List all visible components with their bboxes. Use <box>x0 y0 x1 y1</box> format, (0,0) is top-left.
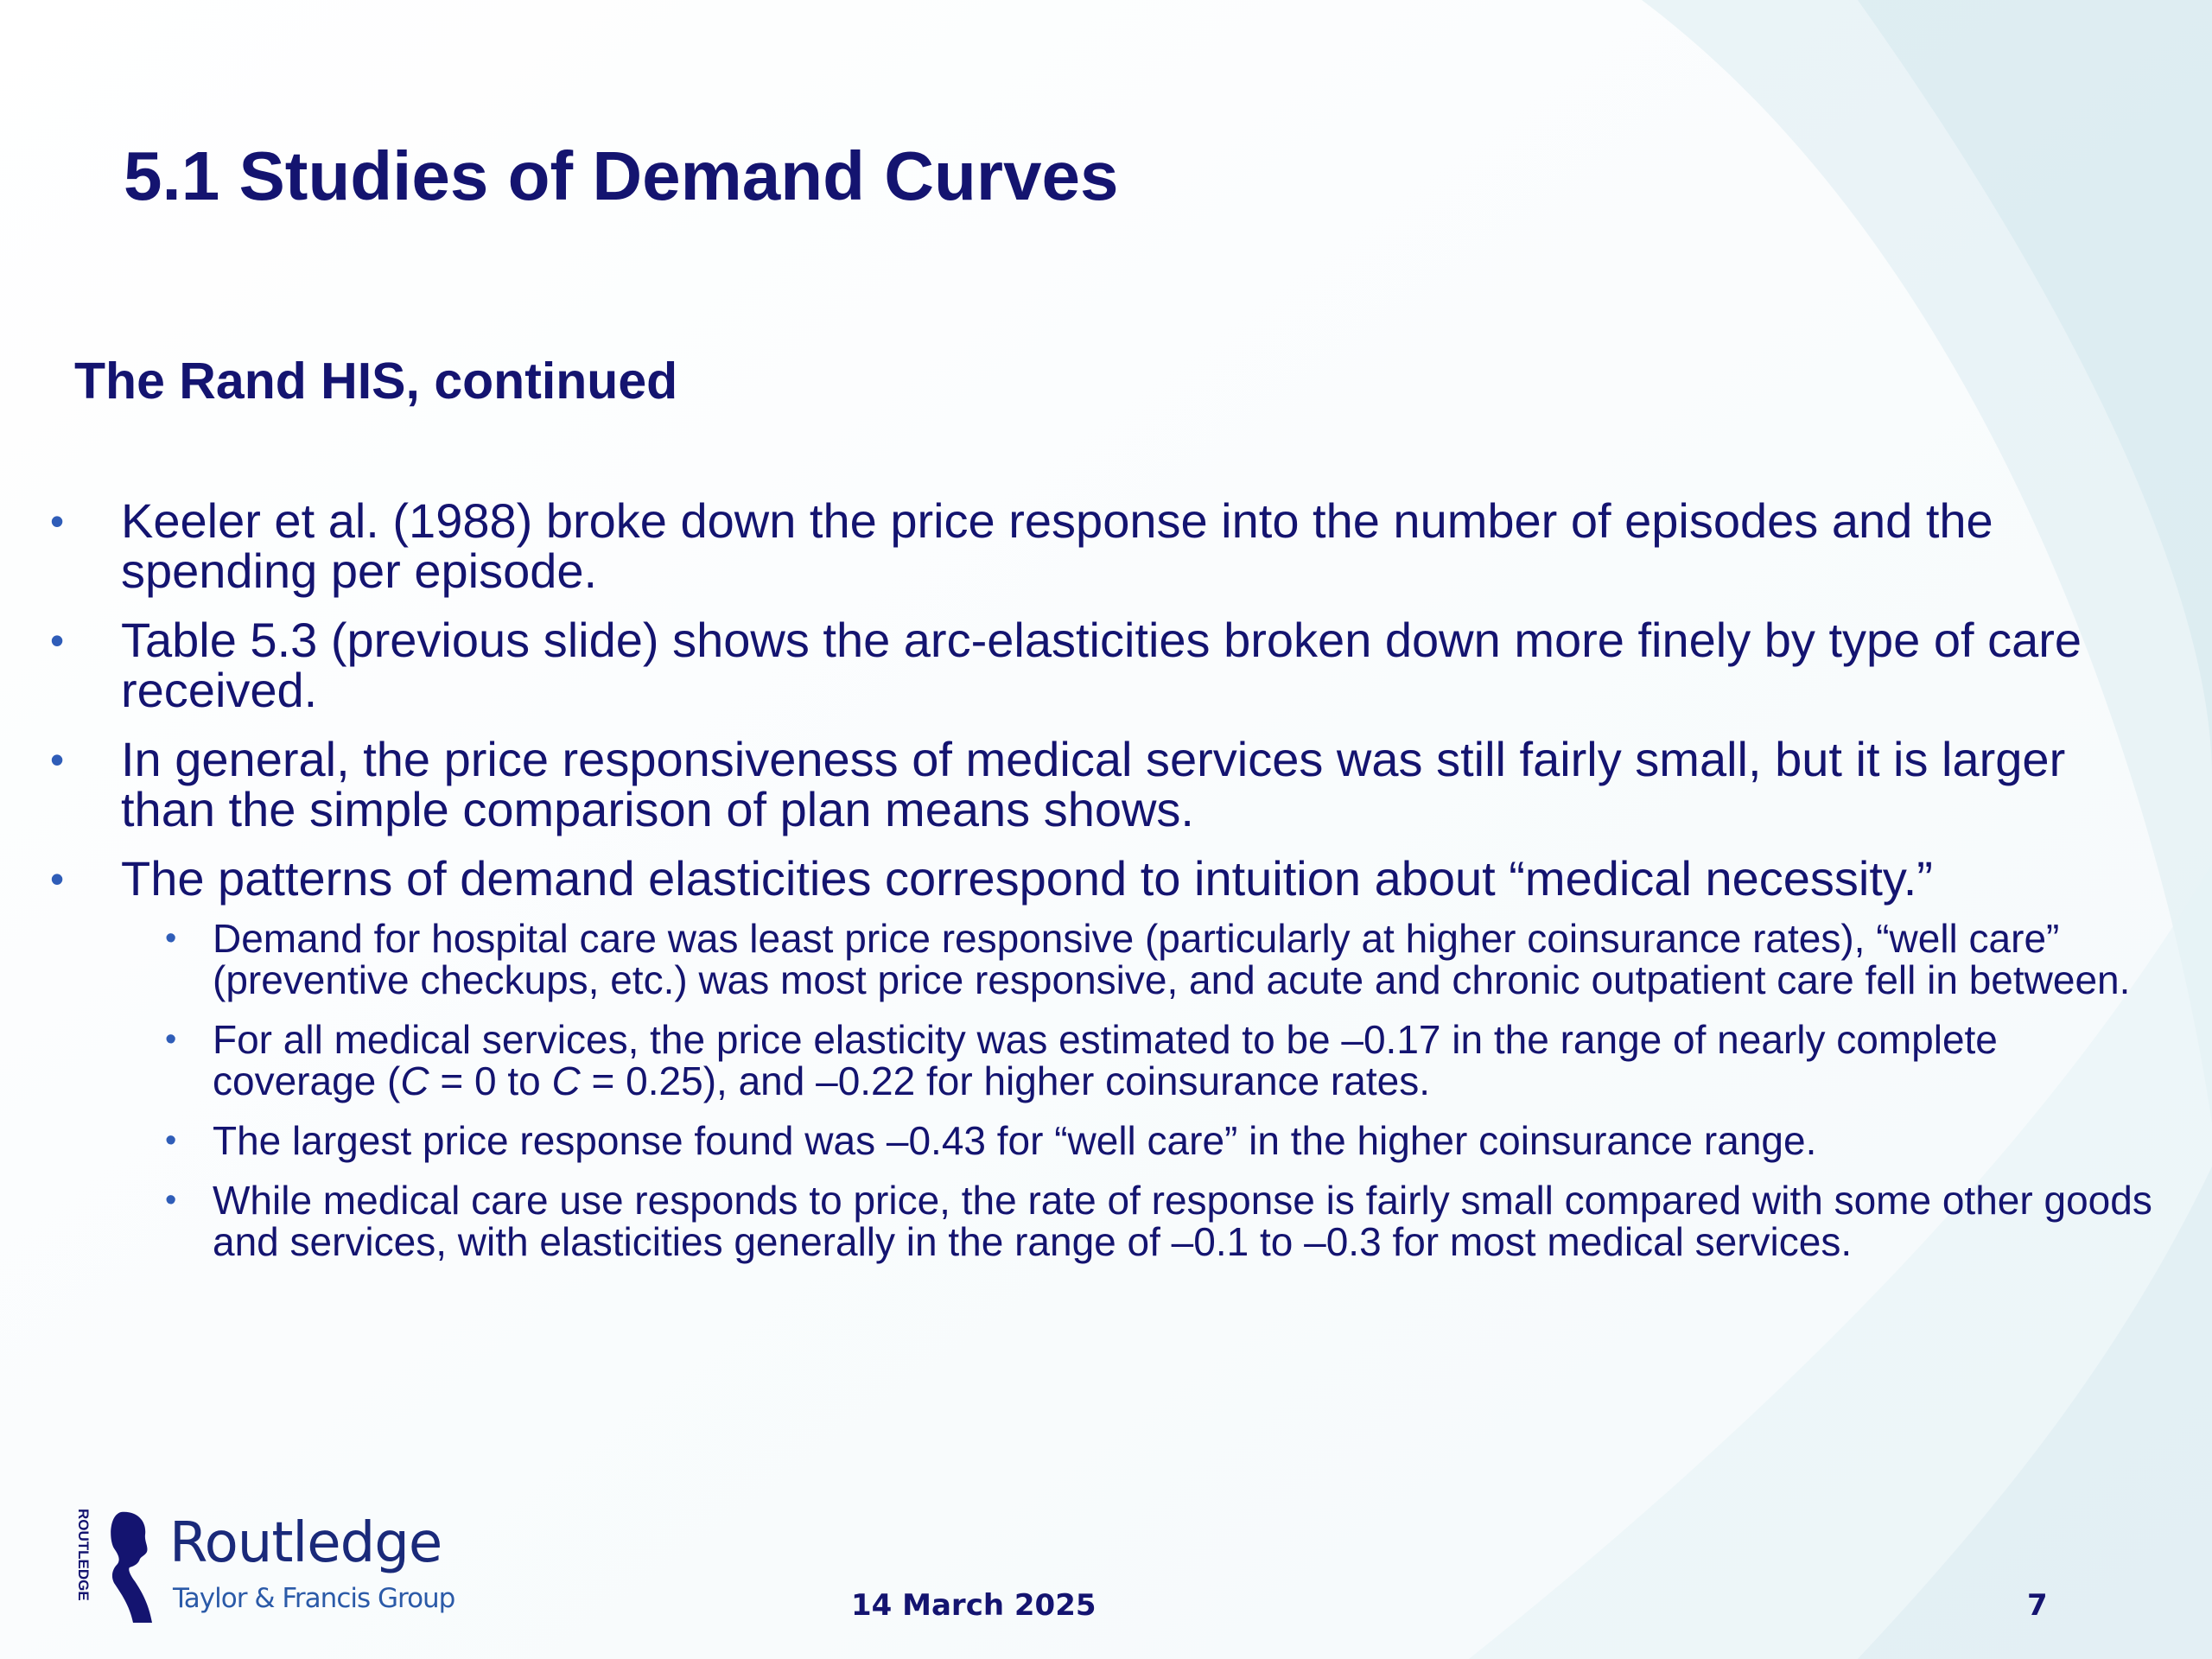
sub-bullet-item <box>121 1120 2169 1161</box>
bullet-text: In general, the price responsiveness of medical services was still fairly small, but it is larger than the simple comparison of plan means shows. <box>121 732 2066 836</box>
bullet-icon: • <box>50 856 65 901</box>
coinsurance-variable: C <box>551 1058 581 1103</box>
head-silhouette-icon <box>95 1509 156 1626</box>
bullet-item <box>0 734 2169 835</box>
sub-bullet-item <box>121 1019 2169 1102</box>
sub-bullet-icon: • <box>165 1021 177 1058</box>
footer-date: 14 March 2025 <box>851 1588 1096 1623</box>
logo-name: Routledge <box>169 1511 442 1575</box>
page-number: 7 <box>2027 1588 2048 1623</box>
bullet-item <box>0 493 2169 598</box>
bullet-icon: • <box>50 618 65 663</box>
bullet-text: Table 5.3 (previous slide) shows the arc-elasticities broken down more finely by type of care received. <box>121 613 2082 717</box>
sub-bullet-list <box>121 918 2169 1262</box>
bullet-icon: • <box>50 499 65 543</box>
sub-bullet-text-part: For all medical services, the price elasticity was estimated to be –0.17 in the range of nearly complete coverage ( <box>213 1017 1998 1103</box>
sub-bullet-text: The largest price response found was –0.43 for “well care” in the higher coinsurance range. <box>213 1118 1817 1163</box>
bullet-list <box>0 493 2169 1281</box>
sub-bullet-text <box>213 1017 1998 1103</box>
sub-bullet-text-part: = 0 to <box>429 1058 552 1103</box>
logo-side-label <box>76 1509 95 1626</box>
sub-bullet-icon: • <box>165 1182 177 1218</box>
bullet-text: Keeler et al. (1988) broke down the price response into the number of episodes and the spending per episode. <box>121 493 1993 598</box>
sub-bullet-item <box>121 1179 2169 1262</box>
sub-bullet-icon: • <box>165 920 177 957</box>
bullet-icon: • <box>50 737 65 782</box>
routledge-logo <box>76 1509 467 1626</box>
logo-side-text: ROUTLEDGE <box>75 1509 92 1601</box>
bullet-text: The patterns of demand elasticities correspond to intuition about “medical necessity.” <box>121 851 1933 906</box>
slide-subtitle: The Rand HIS, continued <box>74 353 678 410</box>
sub-bullet-text: Demand for hospital care was least price responsive (particularly at higher coinsurance rates), “well care” (preventive checkups, etc.) was most price responsive, and acute and chronic outpatient care fell in between. <box>213 916 2131 1002</box>
sub-bullet-item <box>121 918 2169 1001</box>
logo-tagline: Taylor & Francis Group <box>173 1583 455 1614</box>
sub-bullet-icon: • <box>165 1122 177 1159</box>
sub-bullet-text-part: = 0.25), and –0.22 for higher coinsurance rates. <box>580 1058 1430 1103</box>
coinsurance-variable: C <box>400 1058 429 1103</box>
bullet-item <box>0 615 2169 715</box>
bullet-item <box>0 851 2169 1264</box>
slide-title: 5.1 Studies of Demand Curves <box>124 137 1119 214</box>
sub-bullet-text: While medical care use responds to price, the rate of response is fairly small compared with some other goods and services, with elasticities generally in the range of –0.1 to –0.3 for most medical services. <box>213 1178 2152 1264</box>
